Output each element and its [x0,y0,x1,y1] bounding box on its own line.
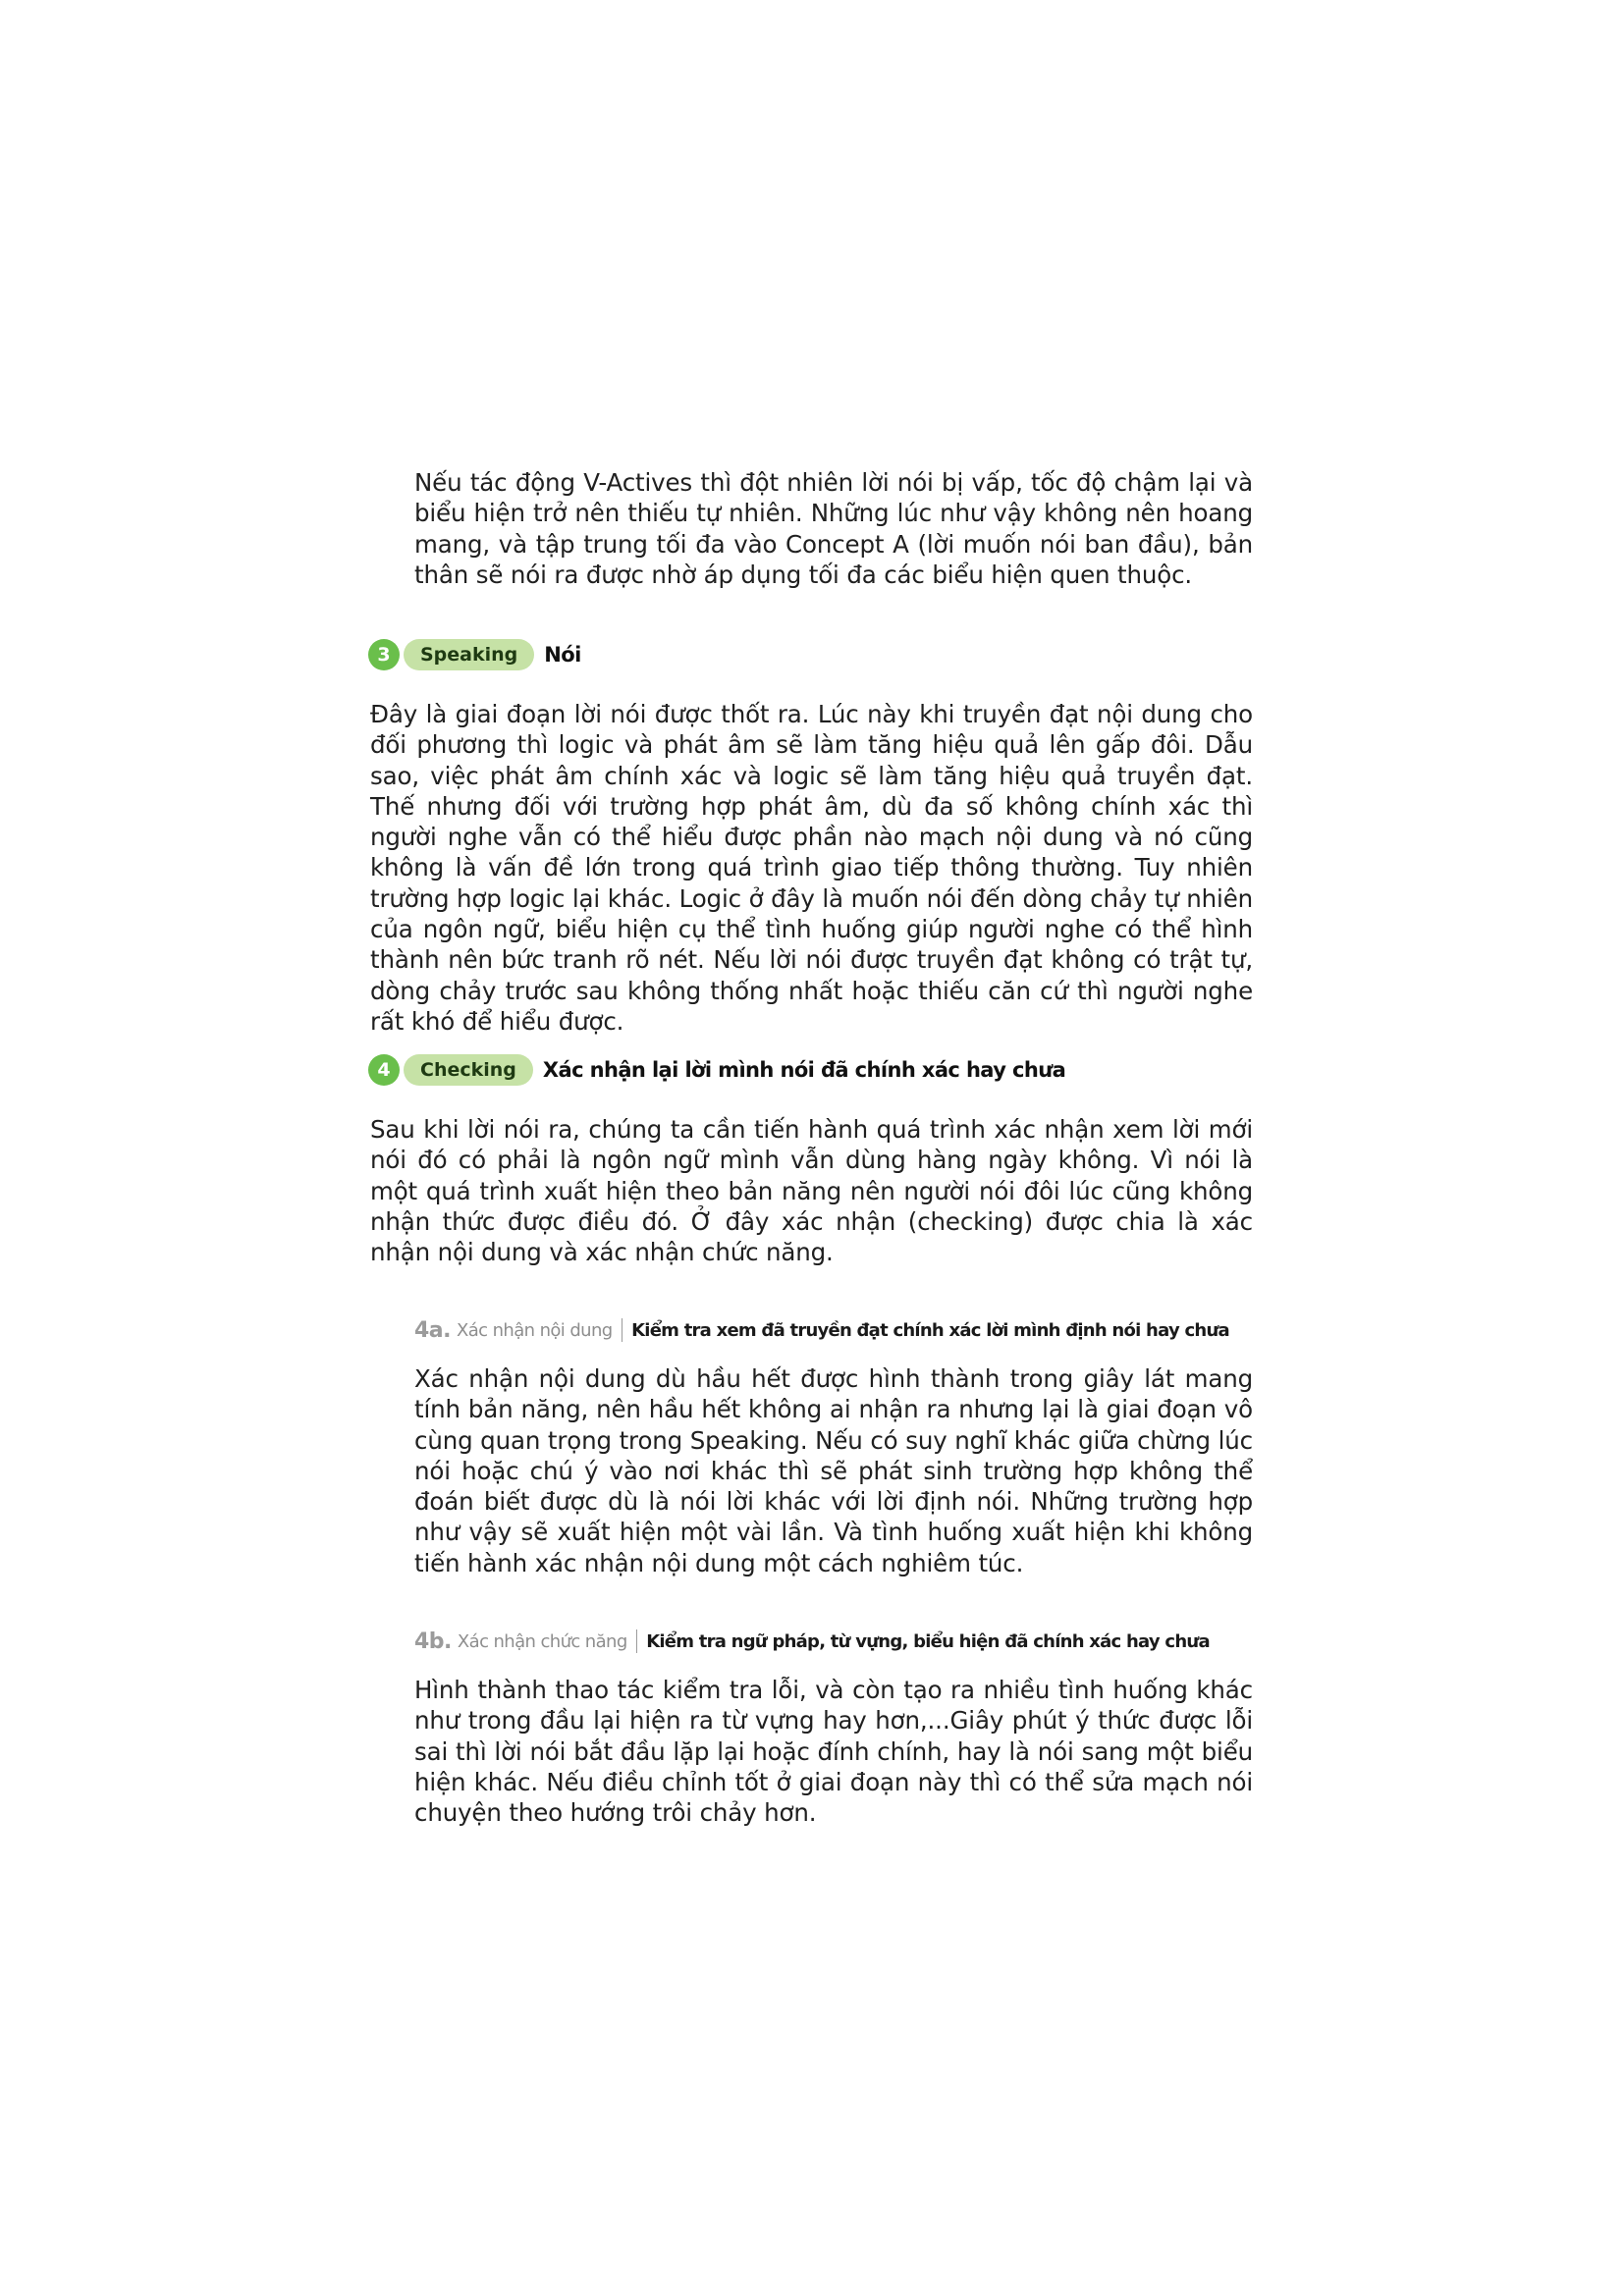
step-title: Nói [544,643,581,667]
step-title: Xác nhận lại lời mình nói đã chính xác hay chưa [542,1058,1066,1082]
section-3-body: Đây là giai đoạn lời nói được thốt ra. Lúc này khi truyền đạt nội dung cho đối phương thì logic và phát âm sẽ làm tăng hiệu quả lên gấp đôi. Dẫu sao, việc phát âm chính xác và logic sẽ làm tăng hiệu quả truyền đạt. Thế nhưng đối với trường hợp phát âm, dù đa số không chính xác thì người nghe vẫn có thể hiểu được phần nào mạch nội dung và nó cũng không là vấn đề lớn trong quá trình giao tiếp thông thường. Tuy nhiên trường hợp logic lại khác. Logic ở đây là muốn nói đến dòng chảy tự nhiên của ngôn ngữ, biểu hiện cụ thể tình huống giúp người nghe có thể hình thành nên bức tranh rõ nét. Nếu lời nói được truyền đạt không có trật tự, dòng chảy trước sau không thống nhất hoặc thiếu căn cứ thì người nghe rất khó để hiểu được. [370,700,1253,1036]
subsection-4a-body: Xác nhận nội dung dù hầu hết được hình thành trong giây lát mang tính bản năng, nên hầu hết không ai nhận ra nhưng lại là giai đoạn vô cùng quan trọng trong Speaking. Nếu có suy nghĩ khác giữa chừng lúc nói hoặc chú ý vào nơi khác thì sẽ phát sinh trường hợp không thể đoán biết được dù là nói lời khác với lời định nói. Những trường hợp như vậy sẽ xuất hiện một vài lần. Và tình huống xuất hiện khi không tiến hành xác nhận nội dung một cách nghiêm túc. [414,1364,1253,1577]
subsection-divider [636,1629,638,1653]
subsection-4a-heading [414,1315,1229,1345]
step-tag-pill: Checking [404,1054,533,1086]
section-4-body: Sau khi lời nói ra, chúng ta cần tiến hành quá trình xác nhận xem lời mới nói đó có phải là ngôn ngữ mình vẫn dùng hàng ngày không. Vì nói là một quá trình xuất hiện theo bản năng nên người nói đôi lúc cũng không nhận thức được điều đó. Ở đây xác nhận (checking) được chia là xác nhận nội dung và xác nhận chức năng. [370,1115,1253,1267]
intro-paragraph: Nếu tác động V-Actives thì đột nhiên lời nói bị vấp, tốc độ chậm lại và biểu hiện trở nên thiếu tự nhiên. Những lúc như vậy không nên hoang mang, và tập trung tối đa vào Concept A (lời muốn nói ban đầu), bản thân sẽ nói ra được nhờ áp dụng tối đa các biểu hiện quen thuộc. [414,468,1253,589]
step-number-badge: 3 [368,639,400,670]
step-number-badge: 4 [368,1054,400,1086]
subsection-description: Kiểm tra ngữ pháp, từ vựng, biểu hiện đã chính xác hay chưa [646,1630,1210,1652]
step-tag-pill: Speaking [404,639,534,670]
subsection-4b-body: Hình thành thao tác kiểm tra lỗi, và còn tạo ra nhiều tình huống khác như trong đầu lại hiện ra từ vựng hay hơn,...Giây phút ý thức được lỗi sai thì lời nói bắt đầu lặp lại hoặc đính chính, hay là nói sang một biểu hiện khác. Nếu điều chỉnh tốt ở giai đoạn này thì có thể sửa mạch nói chuyện theo hướng trôi chảy hơn. [414,1676,1253,1828]
subsection-4b-heading [414,1627,1210,1656]
subsection-number: 4a. [414,1317,452,1343]
section-4-heading [368,1053,1065,1087]
subsection-name: Xác nhận chức năng [457,1630,627,1652]
subsection-number: 4b. [414,1629,452,1654]
subsection-name: Xác nhận nội dung [457,1319,613,1341]
subsection-description: Kiểm tra xem đã truyền đạt chính xác lời mình định nói hay chưa [631,1319,1229,1341]
subsection-divider [622,1318,623,1342]
section-3-heading [368,638,581,671]
